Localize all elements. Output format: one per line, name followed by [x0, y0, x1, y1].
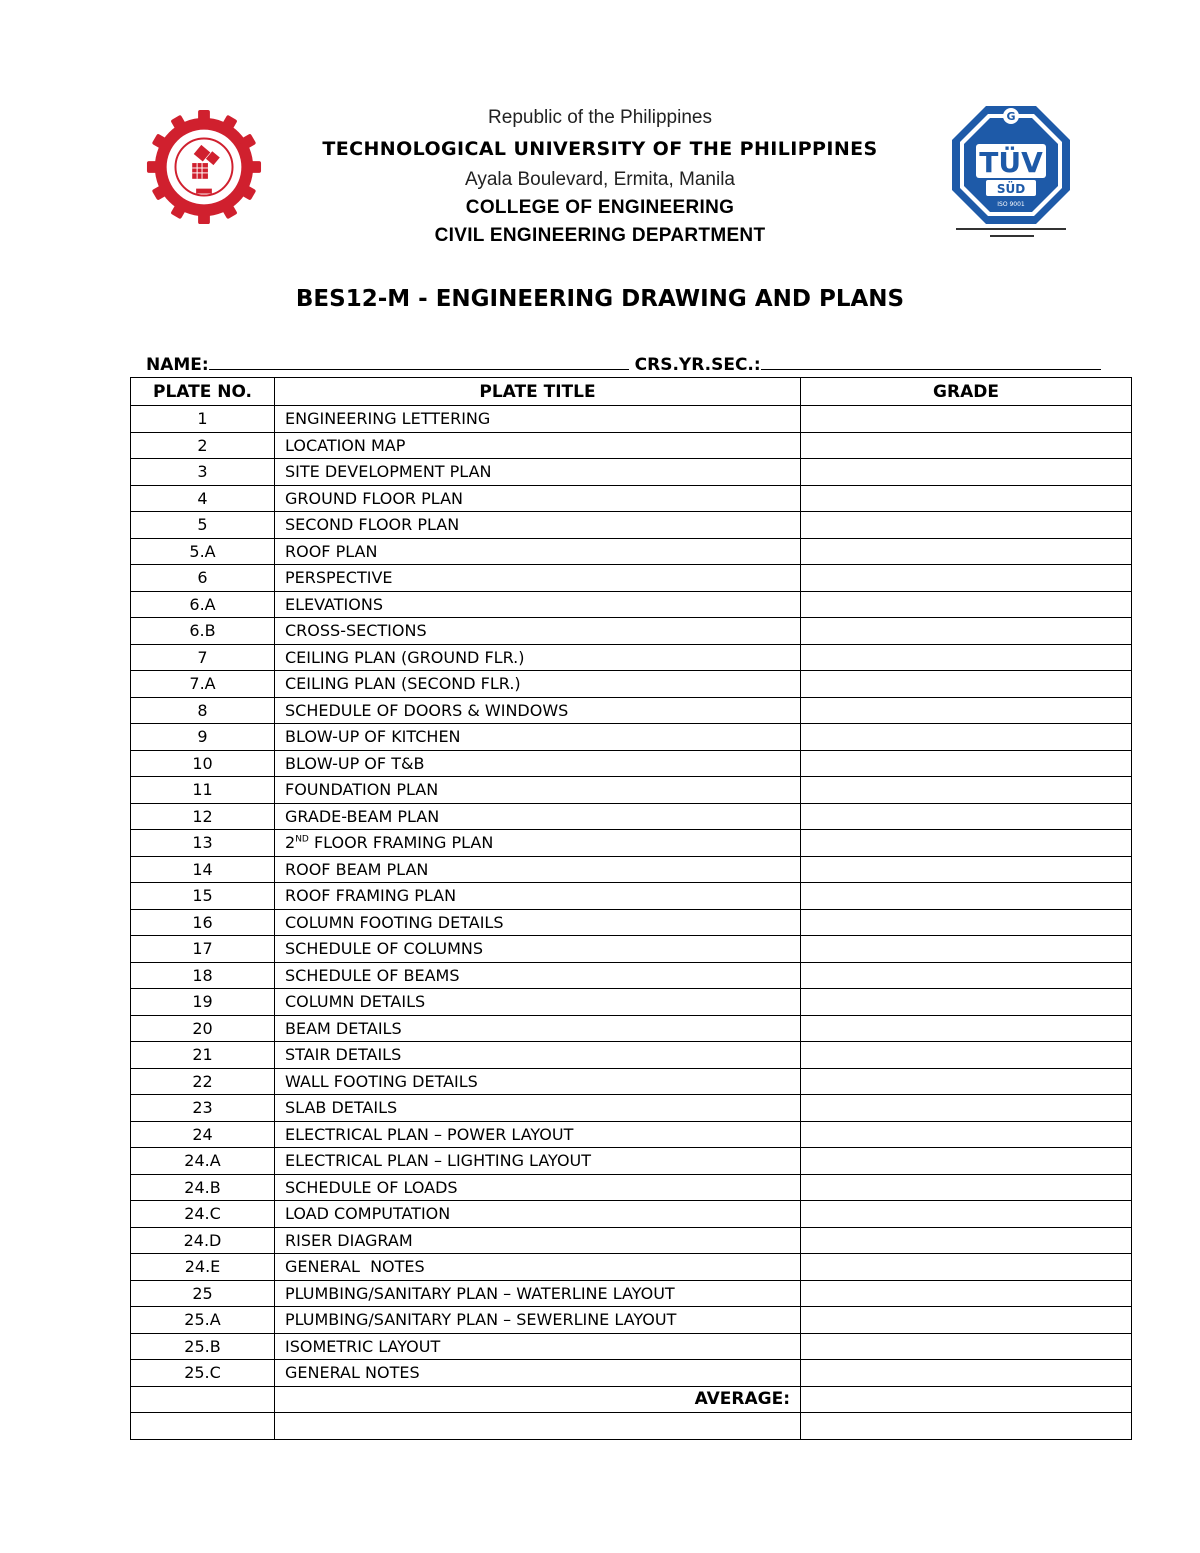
- grade-cell[interactable]: [801, 1042, 1132, 1069]
- plate-title-cell: FOUNDATION PLAN: [275, 777, 801, 804]
- grade-cell[interactable]: [801, 1015, 1132, 1042]
- table-row: [131, 1095, 1132, 1122]
- grade-cell[interactable]: [801, 1254, 1132, 1281]
- plate-no-cell: 7: [131, 644, 275, 671]
- table-row: [131, 432, 1132, 459]
- plate-no-cell: 1: [131, 406, 275, 433]
- grade-cell[interactable]: [801, 1360, 1132, 1387]
- table-row: [131, 671, 1132, 698]
- plates-table-body: [131, 406, 1132, 1387]
- plate-title-cell: GROUND FLOOR PLAN: [275, 485, 801, 512]
- average-grade-cell[interactable]: [801, 1386, 1132, 1413]
- plate-title-cell: GENERAL NOTES: [275, 1254, 801, 1281]
- table-row: [131, 485, 1132, 512]
- plate-no-cell: 14: [131, 856, 275, 883]
- section-field[interactable]: [761, 353, 1101, 370]
- plate-no-cell: 5.A: [131, 538, 275, 565]
- plate-title-cell: ROOF FRAMING PLAN: [275, 883, 801, 910]
- grade-cell[interactable]: [801, 1095, 1132, 1122]
- plate-no-cell: 20: [131, 1015, 275, 1042]
- table-row: [131, 459, 1132, 486]
- plate-title-cell: LOCATION MAP: [275, 432, 801, 459]
- plate-title-cell: WALL FOOTING DETAILS: [275, 1068, 801, 1095]
- plate-no-cell: 7.A: [131, 671, 275, 698]
- plate-no-cell: 24.B: [131, 1174, 275, 1201]
- average-row: [131, 1386, 1132, 1413]
- plate-title-cell: ROOF PLAN: [275, 538, 801, 565]
- plate-no-cell: 16: [131, 909, 275, 936]
- plate-no-cell: 11: [131, 777, 275, 804]
- table-row: [131, 1333, 1132, 1360]
- table-row: [131, 1015, 1132, 1042]
- grade-cell[interactable]: [801, 1148, 1132, 1175]
- plate-title-superscript: ND: [295, 834, 309, 845]
- table-row: [131, 1068, 1132, 1095]
- svg-text:SÜD: SÜD: [996, 182, 1026, 196]
- plates-table: [130, 377, 1132, 1440]
- grade-cell[interactable]: [801, 856, 1132, 883]
- plate-title-text-rest: FLOOR FRAMING PLAN: [308, 833, 494, 853]
- grade-cell[interactable]: [801, 671, 1132, 698]
- grade-cell[interactable]: [801, 962, 1132, 989]
- name-field[interactable]: [209, 353, 629, 370]
- grade-cell[interactable]: [801, 591, 1132, 618]
- plate-no-cell: 19: [131, 989, 275, 1016]
- plate-title-cell: STAIR DETAILS: [275, 1042, 801, 1069]
- average-label: AVERAGE:: [275, 1386, 801, 1413]
- plate-title-cell: [275, 830, 801, 857]
- plate-title-cell: GRADE-BEAM PLAN: [275, 803, 801, 830]
- grade-cell[interactable]: [801, 750, 1132, 777]
- plate-no-cell: 15: [131, 883, 275, 910]
- plate-title-cell: BEAM DETAILS: [275, 1015, 801, 1042]
- svg-text:TÜV: TÜV: [979, 146, 1043, 179]
- plate-title-cell: ENGINEERING LETTERING: [275, 406, 801, 433]
- table-row: [131, 644, 1132, 671]
- table-row: [131, 697, 1132, 724]
- plate-no-cell: 6.A: [131, 591, 275, 618]
- plate-no-cell: 4: [131, 485, 275, 512]
- university-name: TECHNOLOGICAL UNIVERSITY OF THE PHILIPPINES: [322, 138, 878, 160]
- header-grade: GRADE: [801, 378, 1132, 406]
- blank-grade-cell[interactable]: [801, 1413, 1132, 1440]
- grade-cell[interactable]: [801, 1121, 1132, 1148]
- table-row: [131, 1174, 1132, 1201]
- svg-text:G: G: [1006, 110, 1016, 123]
- republic-line: Republic of the Philippines: [488, 107, 712, 128]
- table-row: [131, 1254, 1132, 1281]
- plate-no-cell: 22: [131, 1068, 275, 1095]
- plate-no-cell: 24.D: [131, 1227, 275, 1254]
- grade-cell[interactable]: [801, 1333, 1132, 1360]
- plate-title-cell: ISOMETRIC LAYOUT: [275, 1333, 801, 1360]
- plate-no-cell: 25.B: [131, 1333, 275, 1360]
- table-row: [131, 565, 1132, 592]
- plate-title-cell: PERSPECTIVE: [275, 565, 801, 592]
- svg-text:ISO 9001: ISO 9001: [997, 201, 1025, 208]
- plate-title-cell: ELEVATIONS: [275, 591, 801, 618]
- blank-title-cell: [275, 1413, 801, 1440]
- table-row: [131, 1360, 1132, 1387]
- plate-no-cell: 25: [131, 1280, 275, 1307]
- plate-no-cell: 10: [131, 750, 275, 777]
- plate-no-cell: 24.A: [131, 1148, 275, 1175]
- table-row: [131, 1280, 1132, 1307]
- plate-title-cell: ELECTRICAL PLAN – POWER LAYOUT: [275, 1121, 801, 1148]
- plate-title-cell: CEILING PLAN (SECOND FLR.): [275, 671, 801, 698]
- table-row: [131, 1042, 1132, 1069]
- header-plate-no: PLATE NO.: [131, 378, 275, 406]
- plate-title-cell: RISER DIAGRAM: [275, 1227, 801, 1254]
- grade-cell[interactable]: [801, 618, 1132, 645]
- university-seal-icon: [145, 108, 263, 226]
- header-plate-title: PLATE TITLE: [275, 378, 801, 406]
- table-row: [131, 512, 1132, 539]
- plate-title-cell: CEILING PLAN (GROUND FLR.): [275, 644, 801, 671]
- plate-title-cell: PLUMBING/SANITARY PLAN – SEWERLINE LAYOUT: [275, 1307, 801, 1334]
- student-info-line: [146, 353, 1101, 375]
- grade-cell[interactable]: [801, 697, 1132, 724]
- table-row: [131, 1121, 1132, 1148]
- grade-cell[interactable]: [801, 989, 1132, 1016]
- plate-no-cell: 9: [131, 724, 275, 751]
- grade-cell[interactable]: [801, 406, 1132, 433]
- grade-cell[interactable]: [801, 936, 1132, 963]
- grade-cell[interactable]: [801, 1227, 1132, 1254]
- grade-cell[interactable]: [801, 1280, 1132, 1307]
- plate-title-cell: SCHEDULE OF DOORS & WINDOWS: [275, 697, 801, 724]
- plate-title-cell: LOAD COMPUTATION: [275, 1201, 801, 1228]
- table-row: [131, 618, 1132, 645]
- grade-cell[interactable]: [801, 724, 1132, 751]
- section-label: CRS.YR.SEC.:: [634, 355, 761, 375]
- table-row: [131, 1148, 1132, 1175]
- table-row: [131, 962, 1132, 989]
- plate-no-cell: 18: [131, 962, 275, 989]
- plate-title-cell: CROSS-SECTIONS: [275, 618, 801, 645]
- table-row: [131, 909, 1132, 936]
- grade-cell[interactable]: [801, 803, 1132, 830]
- plate-no-cell: 24.C: [131, 1201, 275, 1228]
- table-row: [131, 803, 1132, 830]
- plate-title-cell: PLUMBING/SANITARY PLAN – WATERLINE LAYOUT: [275, 1280, 801, 1307]
- table-row: [131, 406, 1132, 433]
- grade-cell[interactable]: [801, 1201, 1132, 1228]
- plate-no-cell: 17: [131, 936, 275, 963]
- table-header-row: [131, 378, 1132, 406]
- grade-cell[interactable]: [801, 459, 1132, 486]
- grade-cell[interactable]: [801, 830, 1132, 857]
- table-row: [131, 830, 1132, 857]
- college-name: COLLEGE OF ENGINEERING: [465, 197, 735, 218]
- plate-no-cell: 13: [131, 830, 275, 857]
- plate-no-cell: 23: [131, 1095, 275, 1122]
- plate-no-cell: 5: [131, 512, 275, 539]
- grade-cell[interactable]: [801, 883, 1132, 910]
- tuv-sud-certification-icon: [950, 104, 1072, 244]
- plate-no-cell: 8: [131, 697, 275, 724]
- plate-no-cell: 6.B: [131, 618, 275, 645]
- table-row: [131, 777, 1132, 804]
- blank-row: [131, 1413, 1132, 1440]
- plate-title-cell: GENERAL NOTES: [275, 1360, 801, 1387]
- grade-cell[interactable]: [801, 1068, 1132, 1095]
- table-row: [131, 1307, 1132, 1334]
- table-row: [131, 856, 1132, 883]
- course-title: BES12-M - ENGINEERING DRAWING AND PLANS: [295, 286, 905, 312]
- grade-cell[interactable]: [801, 909, 1132, 936]
- department-name: CIVIL ENGINEERING DEPARTMENT: [434, 225, 766, 246]
- average-no-cell: [131, 1386, 275, 1413]
- university-address: Ayala Boulevard, Ermita, Manila: [465, 169, 735, 190]
- plate-no-cell: 24: [131, 1121, 275, 1148]
- plate-title-cell: BLOW-UP OF KITCHEN: [275, 724, 801, 751]
- grade-cell[interactable]: [801, 538, 1132, 565]
- plate-title-cell: BLOW-UP OF T&B: [275, 750, 801, 777]
- grade-cell[interactable]: [801, 432, 1132, 459]
- plate-title-cell: SITE DEVELOPMENT PLAN: [275, 459, 801, 486]
- table-row: [131, 1201, 1132, 1228]
- plate-title-cell: ELECTRICAL PLAN – LIGHTING LAYOUT: [275, 1148, 801, 1175]
- plate-title-cell: SECOND FLOOR PLAN: [275, 512, 801, 539]
- plate-no-cell: 2: [131, 432, 275, 459]
- plate-title-cell: COLUMN DETAILS: [275, 989, 801, 1016]
- table-row: [131, 989, 1132, 1016]
- plate-title-cell: COLUMN FOOTING DETAILS: [275, 909, 801, 936]
- table-row: [131, 1227, 1132, 1254]
- grade-cell[interactable]: [801, 512, 1132, 539]
- grade-cell[interactable]: [801, 1307, 1132, 1334]
- plate-no-cell: 25.A: [131, 1307, 275, 1334]
- plate-title-cell: SLAB DETAILS: [275, 1095, 801, 1122]
- grade-cell[interactable]: [801, 1174, 1132, 1201]
- table-row: [131, 538, 1132, 565]
- plate-no-cell: 3: [131, 459, 275, 486]
- plate-title-cell: SCHEDULE OF LOADS: [275, 1174, 801, 1201]
- table-row: [131, 883, 1132, 910]
- plate-title-cell: ROOF BEAM PLAN: [275, 856, 801, 883]
- grade-cell[interactable]: [801, 565, 1132, 592]
- plate-no-cell: 25.C: [131, 1360, 275, 1387]
- plate-no-cell: 12: [131, 803, 275, 830]
- blank-no-cell: [131, 1413, 275, 1440]
- name-label: NAME:: [146, 355, 209, 375]
- table-row: [131, 750, 1132, 777]
- table-row: [131, 936, 1132, 963]
- plate-title-text: 2: [285, 833, 296, 853]
- table-row: [131, 724, 1132, 751]
- plate-no-cell: 21: [131, 1042, 275, 1069]
- plate-title-cell: SCHEDULE OF COLUMNS: [275, 936, 801, 963]
- plate-title-cell: SCHEDULE OF BEAMS: [275, 962, 801, 989]
- grade-cell[interactable]: [801, 485, 1132, 512]
- table-row: [131, 591, 1132, 618]
- plate-no-cell: 24.E: [131, 1254, 275, 1281]
- letterhead: [260, 104, 940, 250]
- grade-cell[interactable]: [801, 644, 1132, 671]
- plate-no-cell: 6: [131, 565, 275, 592]
- grade-cell[interactable]: [801, 777, 1132, 804]
